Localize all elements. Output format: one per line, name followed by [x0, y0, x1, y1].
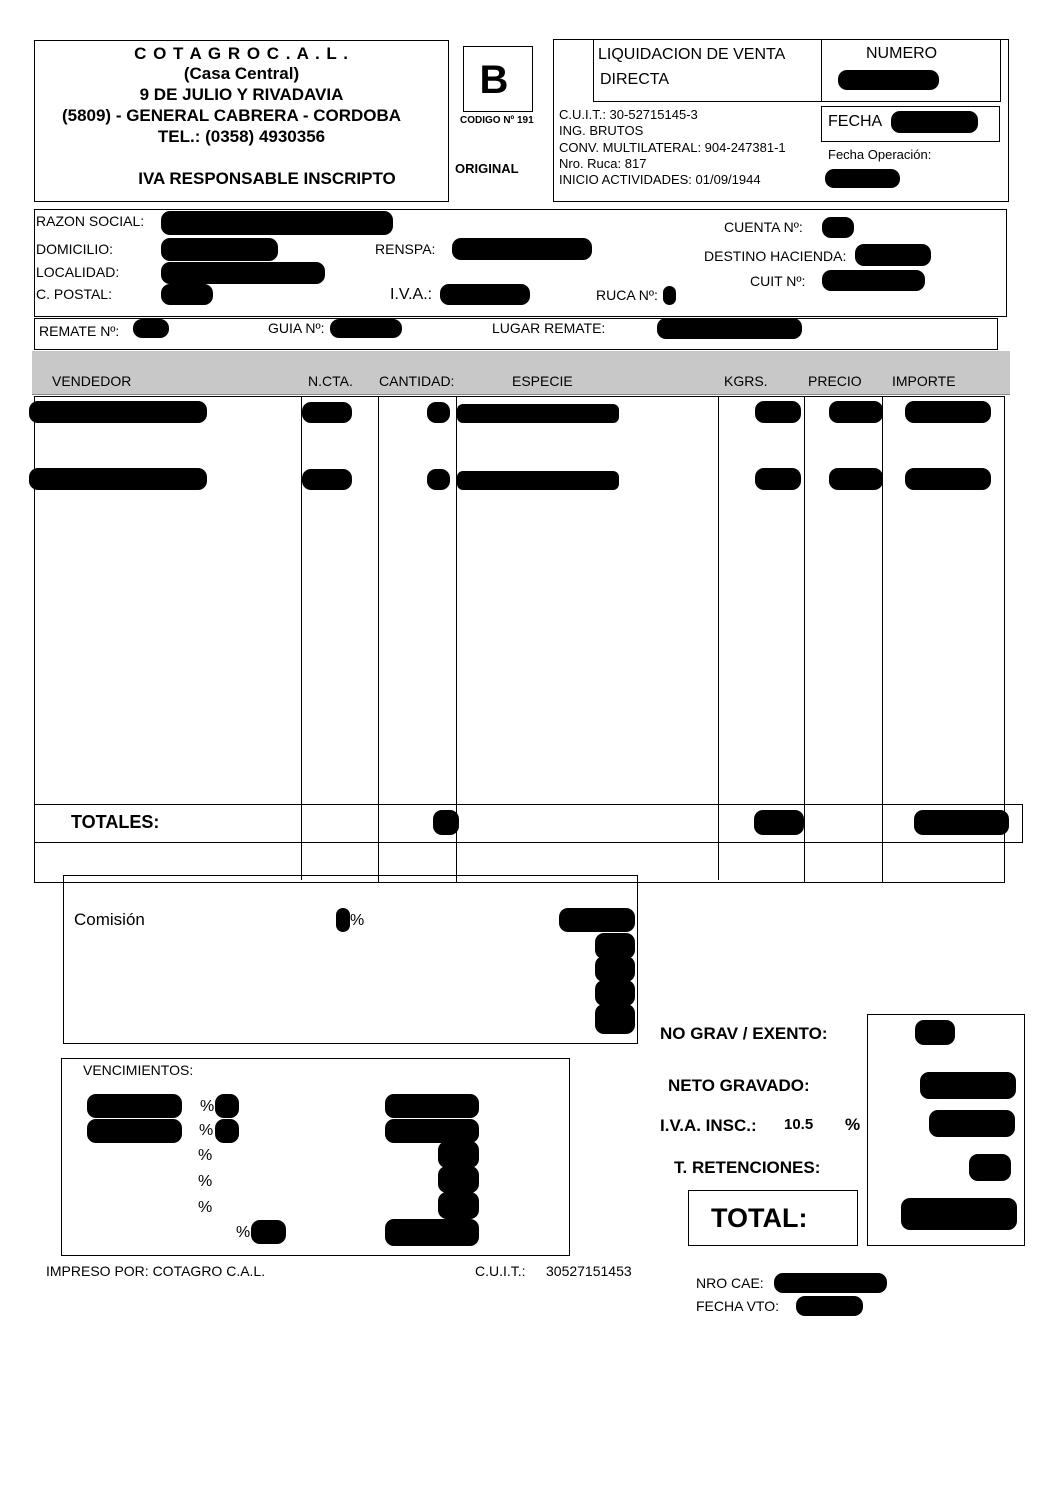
totales-kgrs: [754, 810, 804, 835]
col-importe: IMPORTE: [892, 373, 956, 389]
venc-2-amount: [385, 1119, 479, 1143]
table-row-1-especie: [457, 404, 619, 423]
no-grav-label: NO GRAV / EXENTO:: [660, 1024, 828, 1043]
table-row-1-importe: [905, 401, 991, 423]
venc-6-pct: %: [236, 1224, 251, 1241]
table-row-2-precio: [829, 468, 883, 490]
venc-5-amount: [438, 1192, 479, 1219]
client-cuit-label: CUIT Nº:: [750, 273, 806, 289]
company-branch: (Casa Central): [183, 64, 300, 83]
client-iva-label: I.V.A.:: [390, 286, 433, 303]
neto-value: [920, 1072, 1016, 1099]
retenciones-value: [969, 1154, 1011, 1181]
fecha-operacion-redacted: [825, 169, 900, 188]
table-row-2-vendedor: [29, 468, 207, 490]
table-row-2-kgrs: [755, 468, 801, 490]
table-row-2-cantidad: [427, 469, 450, 490]
company-phone: TEL.: (0358) 4930356: [157, 127, 326, 146]
destino-redacted: [855, 244, 931, 266]
total-value: [901, 1198, 1017, 1230]
venc-2-date: [87, 1119, 182, 1143]
venc-4-amount: [438, 1166, 479, 1193]
comision-amount-redacted: [559, 908, 635, 932]
col-especie: ESPECIE: [512, 373, 573, 389]
doc-copy: ORIGINAL: [455, 161, 519, 176]
comision-rate-redacted: [336, 908, 350, 932]
razon-social-label: RAZON SOCIAL:: [36, 213, 145, 229]
vencimientos-box: [61, 1058, 570, 1256]
fecha-vto-value: [796, 1296, 863, 1316]
domicilio-label: DOMICILIO:: [36, 241, 114, 257]
venc-3-pct: %: [198, 1147, 213, 1164]
venc-5-pct: %: [198, 1199, 213, 1216]
table-row-1-precio: [829, 401, 883, 423]
neto-label: NETO GRAVADO:: [668, 1076, 810, 1095]
venc-1-pct: %: [200, 1098, 215, 1115]
totales-importe: [914, 810, 1009, 835]
client-iva-redacted: [440, 284, 530, 305]
table-row-1-cantidad: [427, 402, 450, 423]
iva-rate-pct: %: [845, 1115, 861, 1134]
doc-ruca: Nro. Ruca: 817: [559, 156, 647, 171]
fecha-redacted: [891, 111, 978, 133]
col-ncta: N.CTA.: [308, 373, 353, 389]
footer-cuit-value: 30527151453: [546, 1263, 632, 1279]
postal-redacted: [161, 284, 213, 305]
venc-2-pct: %: [199, 1122, 214, 1139]
iva-insc-label: I.V.A. INSC.:: [660, 1116, 757, 1135]
col-cantidad: CANTIDAD:: [379, 373, 455, 389]
iva-rate: 10.5: [784, 1116, 814, 1133]
vencimientos-label: VENCIMIENTOS:: [83, 1062, 194, 1078]
col-precio: PRECIO: [808, 373, 862, 389]
ruca-redacted: [663, 286, 676, 305]
venc-1-rate: [215, 1094, 239, 1118]
venc-3-amount: [438, 1141, 479, 1168]
doc-inicio: INICIO ACTIVIDADES: 01/09/1944: [559, 172, 761, 187]
table-row-1-ncta: [302, 402, 352, 423]
doc-code: CODIGO Nº 191: [460, 115, 534, 126]
fecha-operacion-label: Fecha Operación:: [828, 147, 932, 162]
fecha-label: FECHA: [828, 113, 883, 130]
numero-redacted: [838, 70, 939, 90]
retenciones-label: T. RETENCIONES:: [674, 1158, 821, 1177]
venc-1-amount: [385, 1094, 479, 1118]
company-name: C O T A G R O C . A . L .: [134, 44, 349, 63]
comision-line-3: [595, 956, 635, 982]
doc-title-1: LIQUIDACION DE VENTA: [598, 46, 786, 63]
numero-label: NUMERO: [866, 45, 938, 62]
comision-pct: %: [350, 912, 365, 929]
table-row-2-ncta: [302, 469, 352, 490]
no-grav-value: [915, 1020, 955, 1045]
fecha-vto-label: FECHA VTO:: [696, 1298, 779, 1314]
doc-letter: B: [479, 58, 509, 102]
guia-redacted: [330, 319, 402, 338]
comision-line-5: [595, 1004, 635, 1034]
totales-row: [34, 804, 1023, 843]
comision-label: Comisión: [74, 910, 145, 929]
domicilio-redacted: [161, 238, 278, 261]
remate-label: REMATE Nº:: [39, 323, 120, 339]
venc-6-amount: [385, 1219, 479, 1246]
comision-box: [63, 875, 638, 1044]
col-vendedor: VENDEDOR: [52, 373, 132, 389]
company-street: 9 DE JULIO Y RIVADAVIA: [139, 85, 344, 104]
comision-line-4: [595, 980, 635, 1006]
lugar-label: LUGAR REMATE:: [492, 320, 606, 336]
table-row-1-kgrs: [755, 401, 801, 423]
client-cuit-redacted: [822, 270, 925, 291]
company-city: (5809) - GENERAL CABRERA - CORDOBA: [61, 106, 402, 125]
table-row-1-vendedor: [29, 401, 207, 423]
iva-value: [929, 1110, 1015, 1137]
totales-label: TOTALES:: [71, 812, 160, 832]
cae-label: NRO CAE:: [696, 1275, 764, 1291]
razon-social-redacted: [161, 211, 393, 235]
table-row-2-importe: [905, 468, 991, 490]
totales-cantidad: [433, 810, 459, 835]
doc-title-2: DIRECTA: [600, 71, 670, 88]
venc-2-rate: [215, 1119, 239, 1143]
localidad-redacted: [161, 262, 325, 284]
venc-6-rate: [251, 1220, 286, 1244]
footer-cuit-label: C.U.I.T.:: [475, 1263, 526, 1279]
renspa-redacted: [452, 238, 592, 260]
destino-label: DESTINO HACIENDA:: [704, 248, 847, 264]
localidad-label: LOCALIDAD:: [36, 264, 120, 280]
total-label: TOTAL:: [711, 1203, 808, 1233]
cae-value: [774, 1273, 887, 1293]
postal-label: C. POSTAL:: [36, 286, 112, 302]
table-row-2-especie: [457, 471, 619, 490]
doc-cuit: C.U.I.T.: 30-52715145-3: [559, 107, 698, 122]
remate-redacted: [133, 319, 169, 338]
col-kgrs: KGRS.: [724, 373, 768, 389]
doc-ing-brutos: ING. BRUTOS: [559, 123, 644, 138]
venc-1-date: [87, 1094, 182, 1118]
venc-4-pct: %: [198, 1173, 213, 1190]
company-iva: IVA RESPONSABLE INSCRIPTO: [138, 169, 396, 188]
impreso-por: IMPRESO POR: COTAGRO C.A.L.: [46, 1263, 266, 1279]
cuenta-redacted: [822, 217, 854, 238]
doc-conv: CONV. MULTILATERAL: 904-247381-1: [559, 140, 786, 155]
guia-label: GUIA Nº:: [268, 320, 325, 336]
ruca-label: RUCA Nº:: [596, 287, 658, 303]
lugar-redacted: [657, 318, 802, 339]
cuenta-label: CUENTA Nº:: [724, 219, 803, 235]
renspa-label: RENSPA:: [375, 241, 436, 257]
